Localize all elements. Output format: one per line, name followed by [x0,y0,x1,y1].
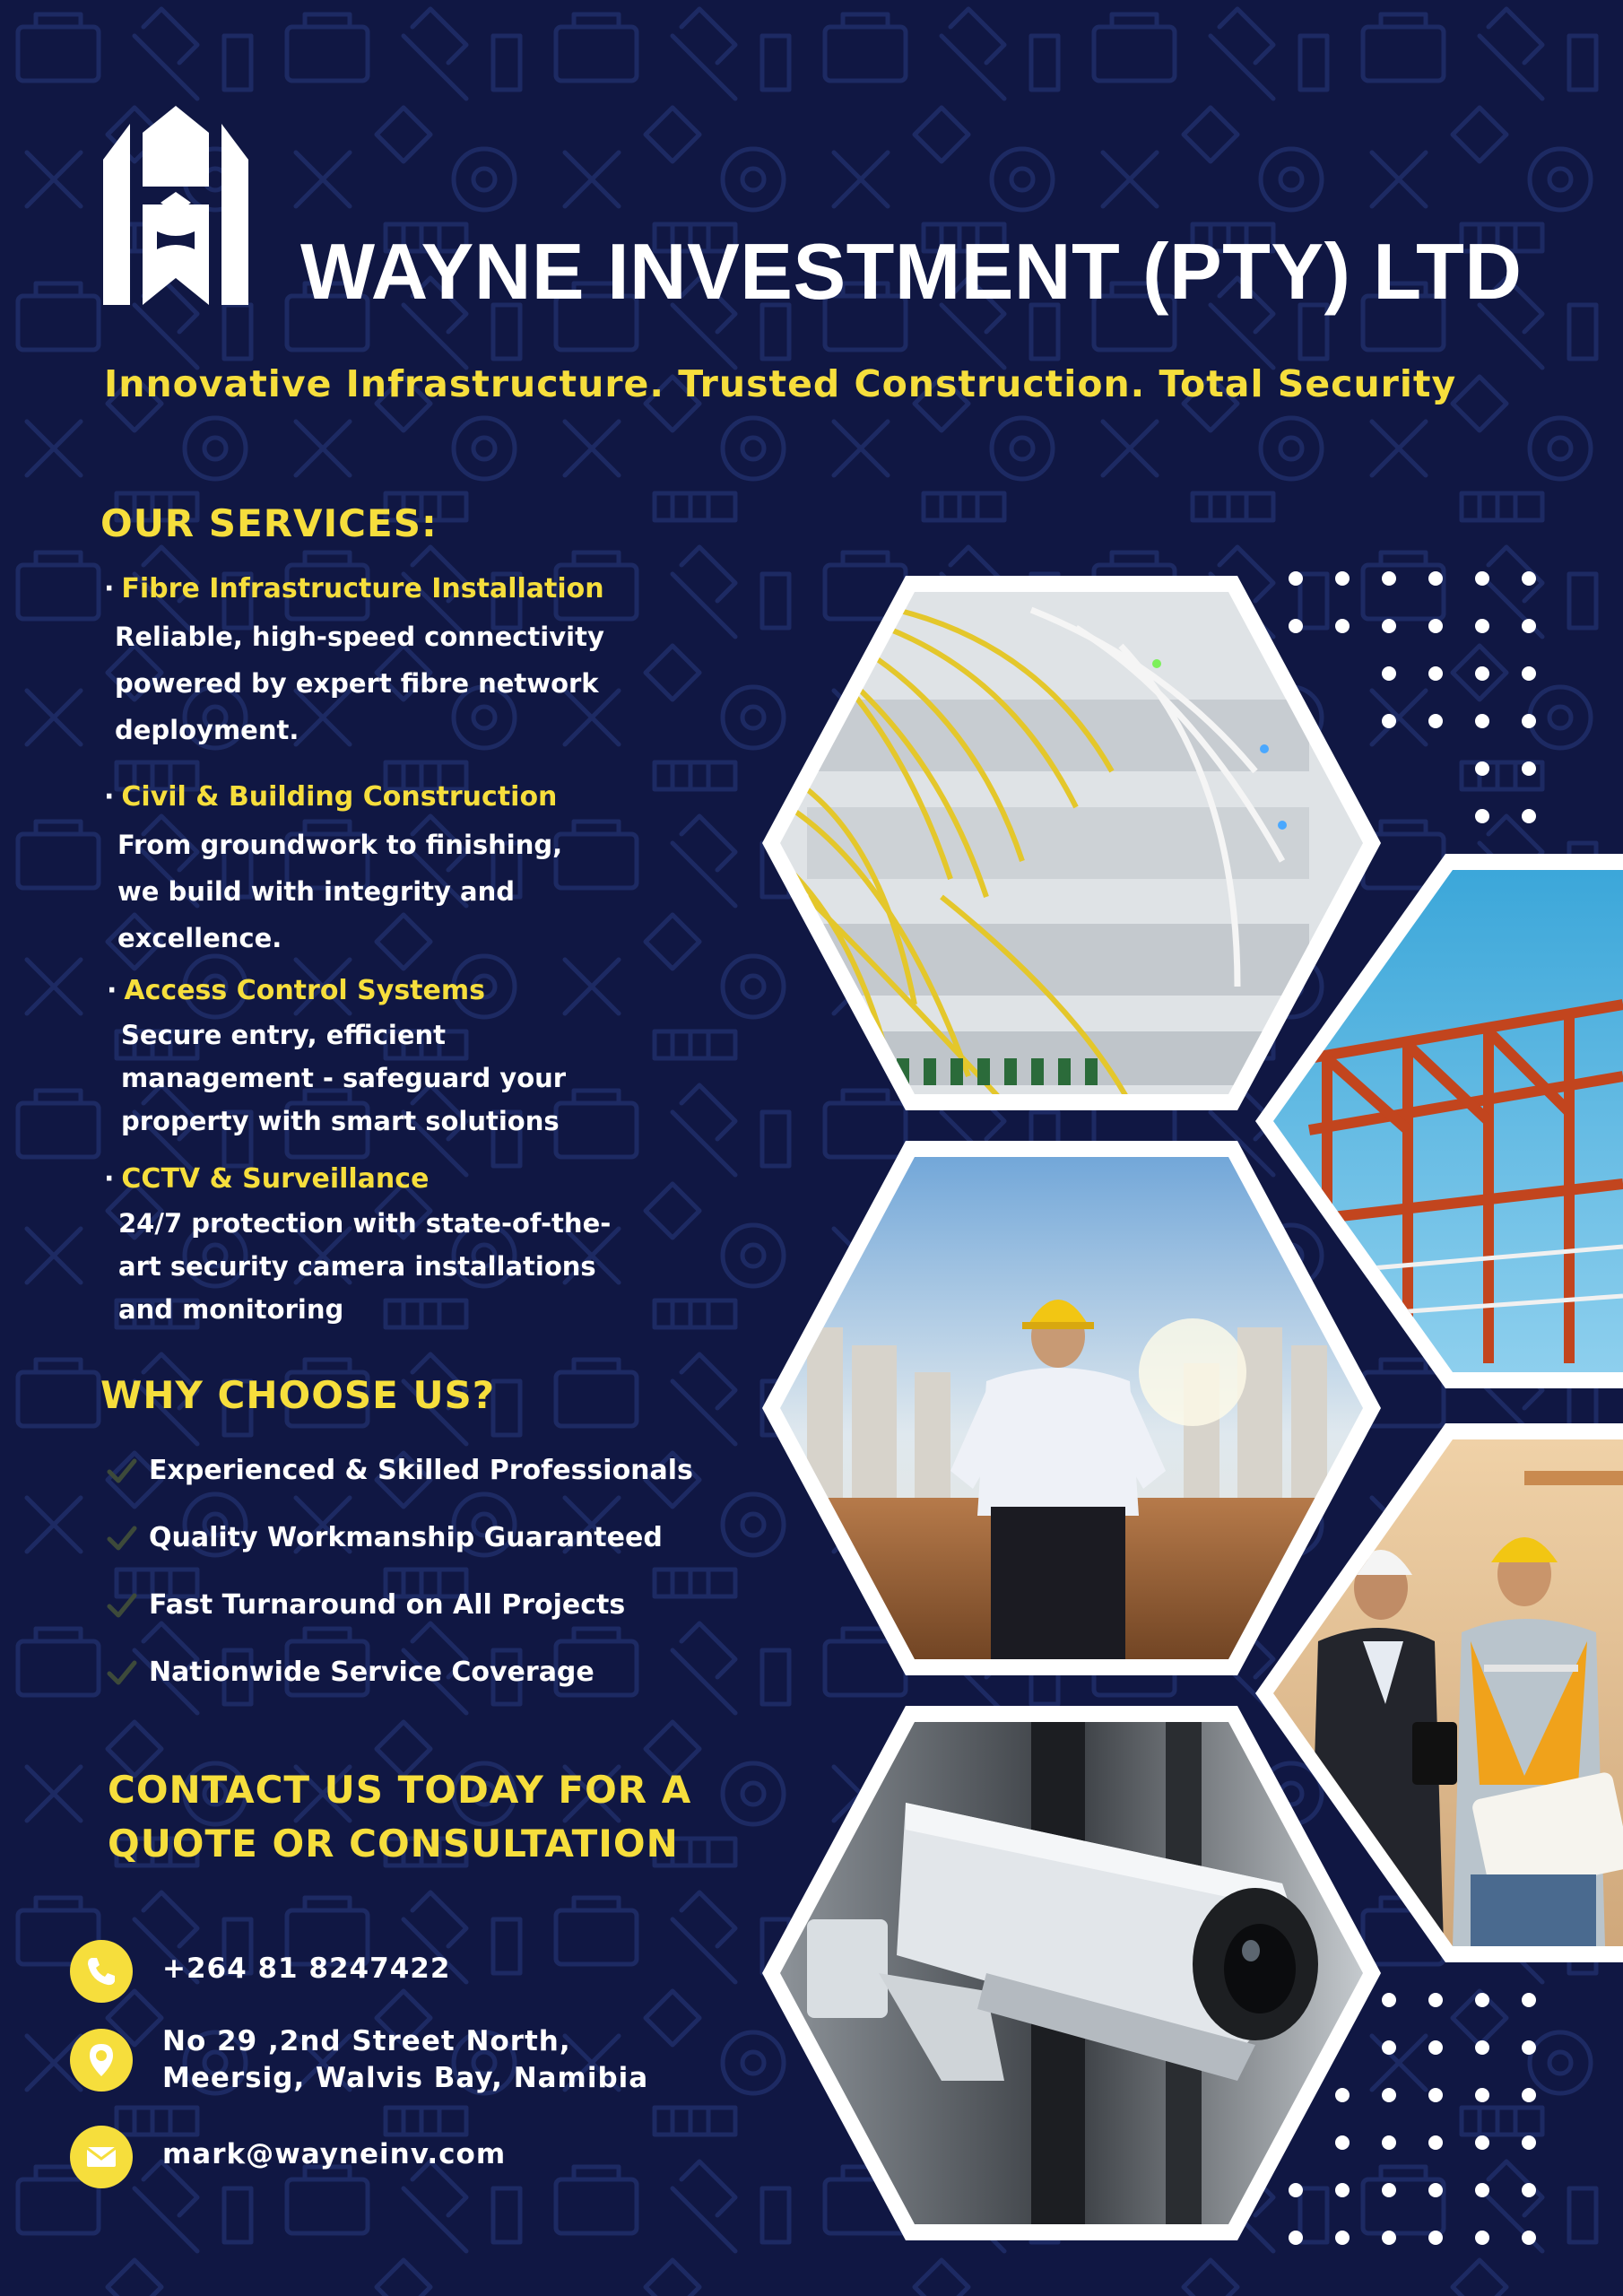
decorative-dot [1428,666,1443,681]
decorative-dot [1428,2231,1443,2245]
decorative-dot [1289,619,1303,633]
address-line: No 29 ,2nd Street North, [162,2025,571,2057]
dot-grid-top [1282,565,1542,834]
decorative-dot [1475,2088,1489,2102]
decorative-dot [1382,2231,1396,2245]
service-desc-line: powered by expert fibre network [115,668,599,699]
decorative-dot [1382,666,1396,681]
decorative-dot [1475,666,1489,681]
service-desc-line: From groundwork to finishing, [117,830,563,860]
decorative-dot [1335,2135,1350,2150]
phone-number[interactable]: +264 81 8247422 [162,1952,451,1985]
decorative-dot [1522,714,1536,728]
tagline: Innovative Infrastructure. Trusted Construction. Total Security [104,362,1457,405]
why-item: Experienced & Skilled Professionals [106,1451,693,1491]
decorative-dot [1335,619,1350,633]
decorative-dot [1475,571,1489,586]
decorative-dot [1382,2135,1396,2150]
bullet-icon: · [107,975,117,1006]
decorative-dot [1522,2040,1536,2055]
service-desc-line: management - safeguard your [121,1063,567,1093]
decorative-dot [1522,1993,1536,2007]
decorative-dot [1428,619,1443,633]
decorative-dot [1289,2231,1303,2245]
service-desc-line: deployment. [115,715,299,745]
bullet-icon: · [104,781,115,813]
decorative-dot [1428,2135,1443,2150]
decorative-dot [1335,2231,1350,2245]
service-title-civil: · Civil & Building Construction [104,781,558,813]
decorative-dot [1428,2088,1443,2102]
service-desc-line: art security camera installations [118,1251,596,1282]
decorative-dot [1428,571,1443,586]
decorative-dot [1335,2183,1350,2197]
service-title-fibre: · Fibre Infrastructure Installation [104,573,604,604]
decorative-dot [1382,2088,1396,2102]
decorative-dot [1335,2088,1350,2102]
decorative-dot [1475,1993,1489,2007]
decorative-dot [1522,2088,1536,2102]
decorative-dot [1428,714,1443,728]
service-desc-line: excellence. [117,923,282,953]
decorative-dot [1475,2135,1489,2150]
decorative-dot [1475,714,1489,728]
decorative-dot [1289,2183,1303,2197]
company-name: WAYNE INVESTMENT (PTY) LTD [300,227,1523,316]
decorative-dot [1522,2135,1536,2150]
decorative-dot [1475,2183,1489,2197]
service-title-cctv: · CCTV & Surveillance [104,1163,430,1195]
decorative-dot [1428,2040,1443,2055]
service-desc-line: and monitoring [118,1294,344,1325]
why-item: Quality Workmanship Guaranteed [106,1518,663,1558]
decorative-dot [1475,2040,1489,2055]
service-desc-line: 24/7 protection with state-of-the- [118,1208,612,1239]
decorative-dot [1522,619,1536,633]
why-item: Nationwide Service Coverage [106,1653,595,1692]
decorative-dot [1382,1993,1396,2007]
service-desc-line: we build with integrity and [117,876,515,907]
email-address[interactable]: mark@wayneinv.com [162,2138,507,2170]
service-desc-line: Reliable, high-speed connectivity [115,622,604,652]
decorative-dot [1475,619,1489,633]
address-line: Meersig, Walvis Bay, Namibia [162,2062,649,2094]
decorative-dot [1522,571,1536,586]
decorative-dot [1382,714,1396,728]
decorative-dot [1428,2183,1443,2197]
why-heading: WHY CHOOSE US? [100,1373,496,1417]
why-item: Fast Turnaround on All Projects [106,1586,625,1625]
service-desc-line: Secure entry, efficient [121,1020,447,1050]
bullet-icon: · [104,573,115,604]
contact-heading-line: QUOTE OR CONSULTATION [108,1822,679,1866]
decorative-dot [1522,809,1536,823]
bullet-icon: · [104,1163,115,1195]
decorative-dot [1382,619,1396,633]
dot-grid-bottom [1282,1987,1542,2256]
decorative-dot [1475,761,1489,776]
decorative-dot [1335,571,1350,586]
decorative-dot [1289,571,1303,586]
services-heading: OUR SERVICES: [100,501,438,545]
decorative-dot [1382,571,1396,586]
decorative-dot [1428,1993,1443,2007]
contact-heading-line: CONTACT US TODAY FOR A [108,1768,692,1812]
decorative-dot [1522,666,1536,681]
decorative-dot [1382,2040,1396,2055]
service-desc-line: property with smart solutions [121,1106,560,1136]
decorative-dot [1382,2183,1396,2197]
decorative-dot [1522,2231,1536,2245]
decorative-dot [1522,2183,1536,2197]
service-title-access: · Access Control Systems [107,975,485,1006]
decorative-dot [1475,2231,1489,2245]
decorative-dot [1522,761,1536,776]
decorative-dot [1475,809,1489,823]
